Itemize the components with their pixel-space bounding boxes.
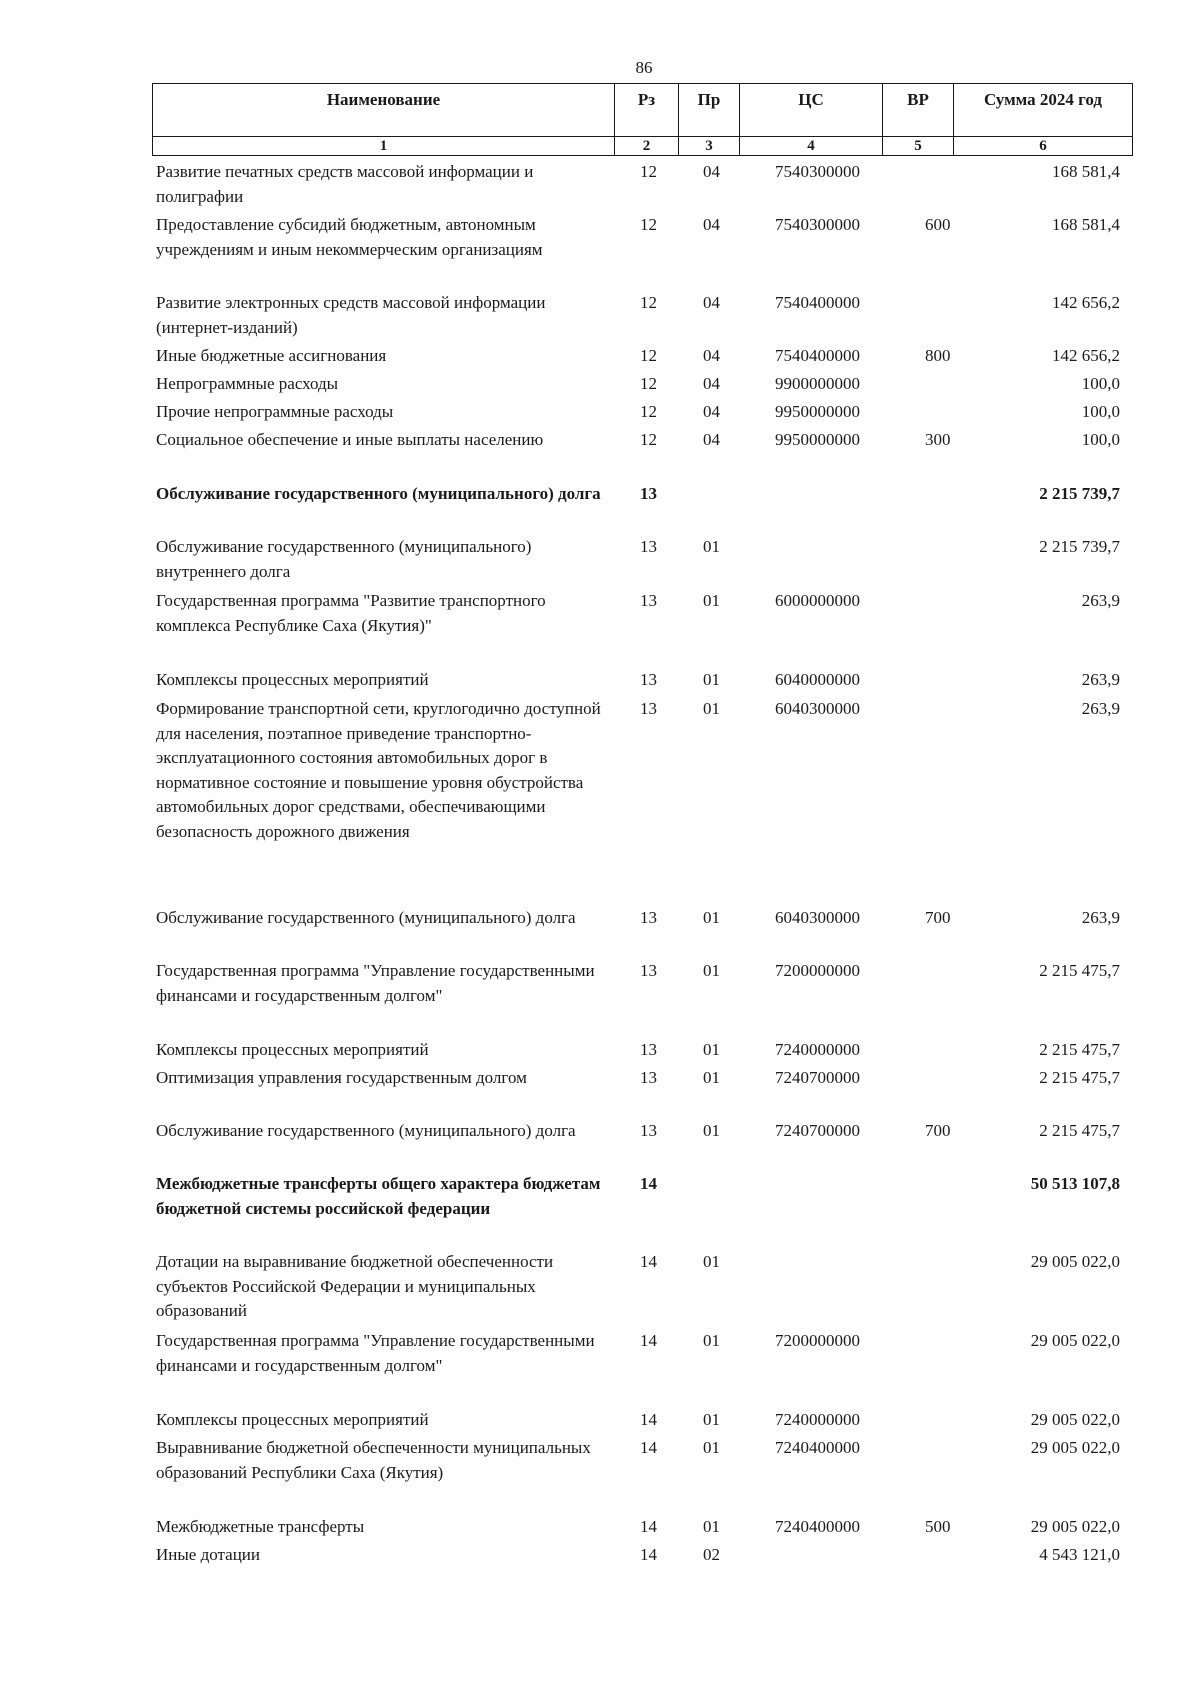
column-header-pr: Пр [679, 84, 740, 137]
row-rz: 14 [640, 1331, 657, 1350]
row-cs: 7540300000 [775, 162, 860, 181]
row-rz: 13 [640, 670, 657, 689]
row-rz: 12 [640, 293, 657, 312]
row-cs: 6040300000 [775, 699, 860, 718]
row-sum: 263,9 [1081, 670, 1120, 689]
row-vr: 300 [925, 430, 951, 449]
row-sum: 29 005 022,0 [1030, 1438, 1120, 1457]
row-pr: 04 [703, 346, 720, 365]
row-name: Дотации на выравнивание бюджетной обеспеченности субъектов Российской Федерации и муниципальных образований [156, 1252, 554, 1320]
row-sum: 2 215 475,7 [1039, 961, 1120, 980]
row-vr: 800 [925, 346, 951, 365]
row-pr: 01 [703, 1438, 720, 1457]
row-cs: 7540400000 [775, 293, 860, 312]
row-name: Обслуживание государственного (муниципального) внутреннего долга [156, 537, 532, 581]
row-name: Комплексы процессных мероприятий [156, 1410, 429, 1429]
row-cs: 7540300000 [775, 215, 860, 234]
column-header-vr: ВР [883, 84, 954, 137]
row-name: Иные бюджетные ассигнования [156, 346, 387, 365]
row-rz: 14 [640, 1545, 657, 1564]
row-name: Обслуживание государственного (муниципального) долга [156, 908, 576, 927]
row-cs: 6000000000 [775, 591, 860, 610]
row-vr: 600 [925, 215, 951, 234]
row-name: Иные дотации [156, 1545, 260, 1564]
row-vr: 700 [925, 1121, 951, 1140]
row-pr: 01 [703, 1068, 720, 1087]
row-sum: 2 215 475,7 [1039, 1121, 1120, 1140]
row-name: Государственная программа "Управление государственными финансами и государственным долгом" [156, 961, 595, 1005]
row-pr: 01 [703, 908, 720, 927]
row-pr: 01 [703, 699, 720, 718]
row-pr: 04 [703, 215, 720, 234]
row-cs: 9950000000 [775, 430, 860, 449]
row-rz: 13 [640, 591, 657, 610]
row-pr: 01 [703, 1252, 720, 1271]
column-number: 2 [615, 137, 679, 156]
row-rz: 13 [640, 537, 657, 556]
row-pr: 02 [703, 1545, 720, 1564]
row-sum: 142 656,2 [1052, 346, 1120, 365]
row-rz: 13 [640, 961, 657, 980]
row-vr: 700 [925, 908, 951, 927]
row-name: Комплексы процессных мероприятий [156, 670, 429, 689]
row-sum: 29 005 022,0 [1030, 1331, 1120, 1350]
row-pr: 01 [703, 1410, 720, 1429]
row-rz: 13 [640, 484, 657, 503]
row-pr: 04 [703, 162, 720, 181]
row-name: Государственная программа "Управление государственными финансами и государственным долгом" [156, 1331, 595, 1375]
row-rz: 12 [640, 402, 657, 421]
row-rz: 14 [640, 1410, 657, 1429]
row-sum: 29 005 022,0 [1030, 1517, 1120, 1536]
row-pr: 04 [703, 374, 720, 393]
row-name: Развитие печатных средств массовой информации и полиграфии [156, 162, 534, 206]
row-sum: 2 215 739,7 [1039, 537, 1120, 556]
row-sum: 100,0 [1081, 430, 1120, 449]
row-name: Оптимизация управления государственным долгом [156, 1068, 527, 1087]
row-rz: 14 [640, 1252, 657, 1271]
row-cs: 7200000000 [775, 1331, 860, 1350]
row-name: Обслуживание государственного (муниципального) долга [156, 1121, 576, 1140]
column-number: 5 [883, 137, 954, 156]
row-cs: 9900000000 [775, 374, 860, 393]
row-rz: 13 [640, 1121, 657, 1140]
row-rz: 13 [640, 699, 657, 718]
row-cs: 7240400000 [775, 1438, 860, 1457]
row-name: Межбюджетные трансферты [156, 1517, 365, 1536]
row-cs: 7540400000 [775, 346, 860, 365]
row-sum: 168 581,4 [1052, 215, 1120, 234]
row-cs: 6040300000 [775, 908, 860, 927]
row-pr: 04 [703, 430, 720, 449]
row-sum: 142 656,2 [1052, 293, 1120, 312]
row-pr: 01 [703, 1517, 720, 1536]
page-number: 86 [635, 58, 653, 77]
row-name: Развитие электронных средств массовой информации (интернет-изданий) [156, 293, 546, 337]
row-pr: 04 [703, 402, 720, 421]
column-number: 3 [679, 137, 740, 156]
column-header-cs: ЦС [740, 84, 883, 137]
row-pr: 01 [703, 670, 720, 689]
column-number: 4 [740, 137, 883, 156]
row-pr: 01 [703, 1121, 720, 1140]
row-rz: 12 [640, 215, 657, 234]
row-cs: 6040000000 [775, 670, 860, 689]
column-header-name: Наименование [153, 84, 615, 137]
column-number: 1 [153, 137, 615, 156]
row-name: Межбюджетные трансферты общего характера бюджетам бюджетной системы российской федерации [156, 1174, 601, 1218]
column-number: 6 [954, 137, 1133, 156]
row-rz: 14 [640, 1174, 657, 1193]
row-rz: 12 [640, 162, 657, 181]
row-cs: 7240000000 [775, 1410, 860, 1429]
column-header-rz: Рз [615, 84, 679, 137]
row-cs: 7240000000 [775, 1040, 860, 1059]
row-name: Социальное обеспечение и иные выплаты населению [156, 430, 544, 449]
row-pr: 01 [703, 537, 720, 556]
row-name: Формирование транспортной сети, круглогодично доступной для населения, поэтапное приведение транспортно-эксплуатационного состояния автомобильных дорог в нормативное состояние и повышение уровня обустройства автомобильных дорог средствами, обеспечивающими безопасность дорожного движения [156, 699, 601, 841]
row-rz: 12 [640, 346, 657, 365]
row-cs: 7240700000 [775, 1121, 860, 1140]
row-sum: 168 581,4 [1052, 162, 1120, 181]
row-sum: 263,9 [1081, 591, 1120, 610]
column-header-sum: Сумма 2024 год [954, 84, 1133, 137]
row-name: Прочие непрограммные расходы [156, 402, 394, 421]
row-pr: 01 [703, 1331, 720, 1350]
row-rz: 13 [640, 1068, 657, 1087]
row-cs: 7240700000 [775, 1068, 860, 1087]
row-name: Выравнивание бюджетной обеспеченности муниципальных образований Республики Саха (Якутия) [156, 1438, 591, 1482]
row-sum: 100,0 [1081, 374, 1120, 393]
row-sum: 2 215 739,7 [1039, 484, 1120, 503]
row-name: Обслуживание государственного (муниципального) долга [156, 484, 601, 503]
row-name: Государственная программа "Развитие транспортного комплекса Республике Саха (Якутия)" [156, 591, 546, 635]
row-pr: 04 [703, 293, 720, 312]
row-rz: 13 [640, 908, 657, 927]
row-cs: 7240400000 [775, 1517, 860, 1536]
row-rz: 14 [640, 1438, 657, 1457]
row-sum: 29 005 022,0 [1030, 1252, 1120, 1271]
row-pr: 01 [703, 961, 720, 980]
row-sum: 50 513 107,8 [1030, 1174, 1120, 1193]
row-rz: 12 [640, 374, 657, 393]
row-sum: 100,0 [1081, 402, 1120, 421]
row-name: Непрограммные расходы [156, 374, 339, 393]
row-sum: 263,9 [1081, 908, 1120, 927]
row-vr: 500 [925, 1517, 951, 1536]
row-sum: 4 543 121,0 [1039, 1545, 1120, 1564]
row-cs: 7200000000 [775, 961, 860, 980]
row-sum: 263,9 [1081, 699, 1120, 718]
row-sum: 2 215 475,7 [1039, 1068, 1120, 1087]
row-rz: 13 [640, 1040, 657, 1059]
row-sum: 29 005 022,0 [1030, 1410, 1120, 1429]
row-name: Предоставление субсидий бюджетным, автономным учреждениям и иным некоммерческим организациям [156, 215, 543, 259]
row-sum: 2 215 475,7 [1039, 1040, 1120, 1059]
row-pr: 01 [703, 1040, 720, 1059]
row-rz: 14 [640, 1517, 657, 1536]
row-name: Комплексы процессных мероприятий [156, 1040, 429, 1059]
row-pr: 01 [703, 591, 720, 610]
row-cs: 9950000000 [775, 402, 860, 421]
row-rz: 12 [640, 430, 657, 449]
